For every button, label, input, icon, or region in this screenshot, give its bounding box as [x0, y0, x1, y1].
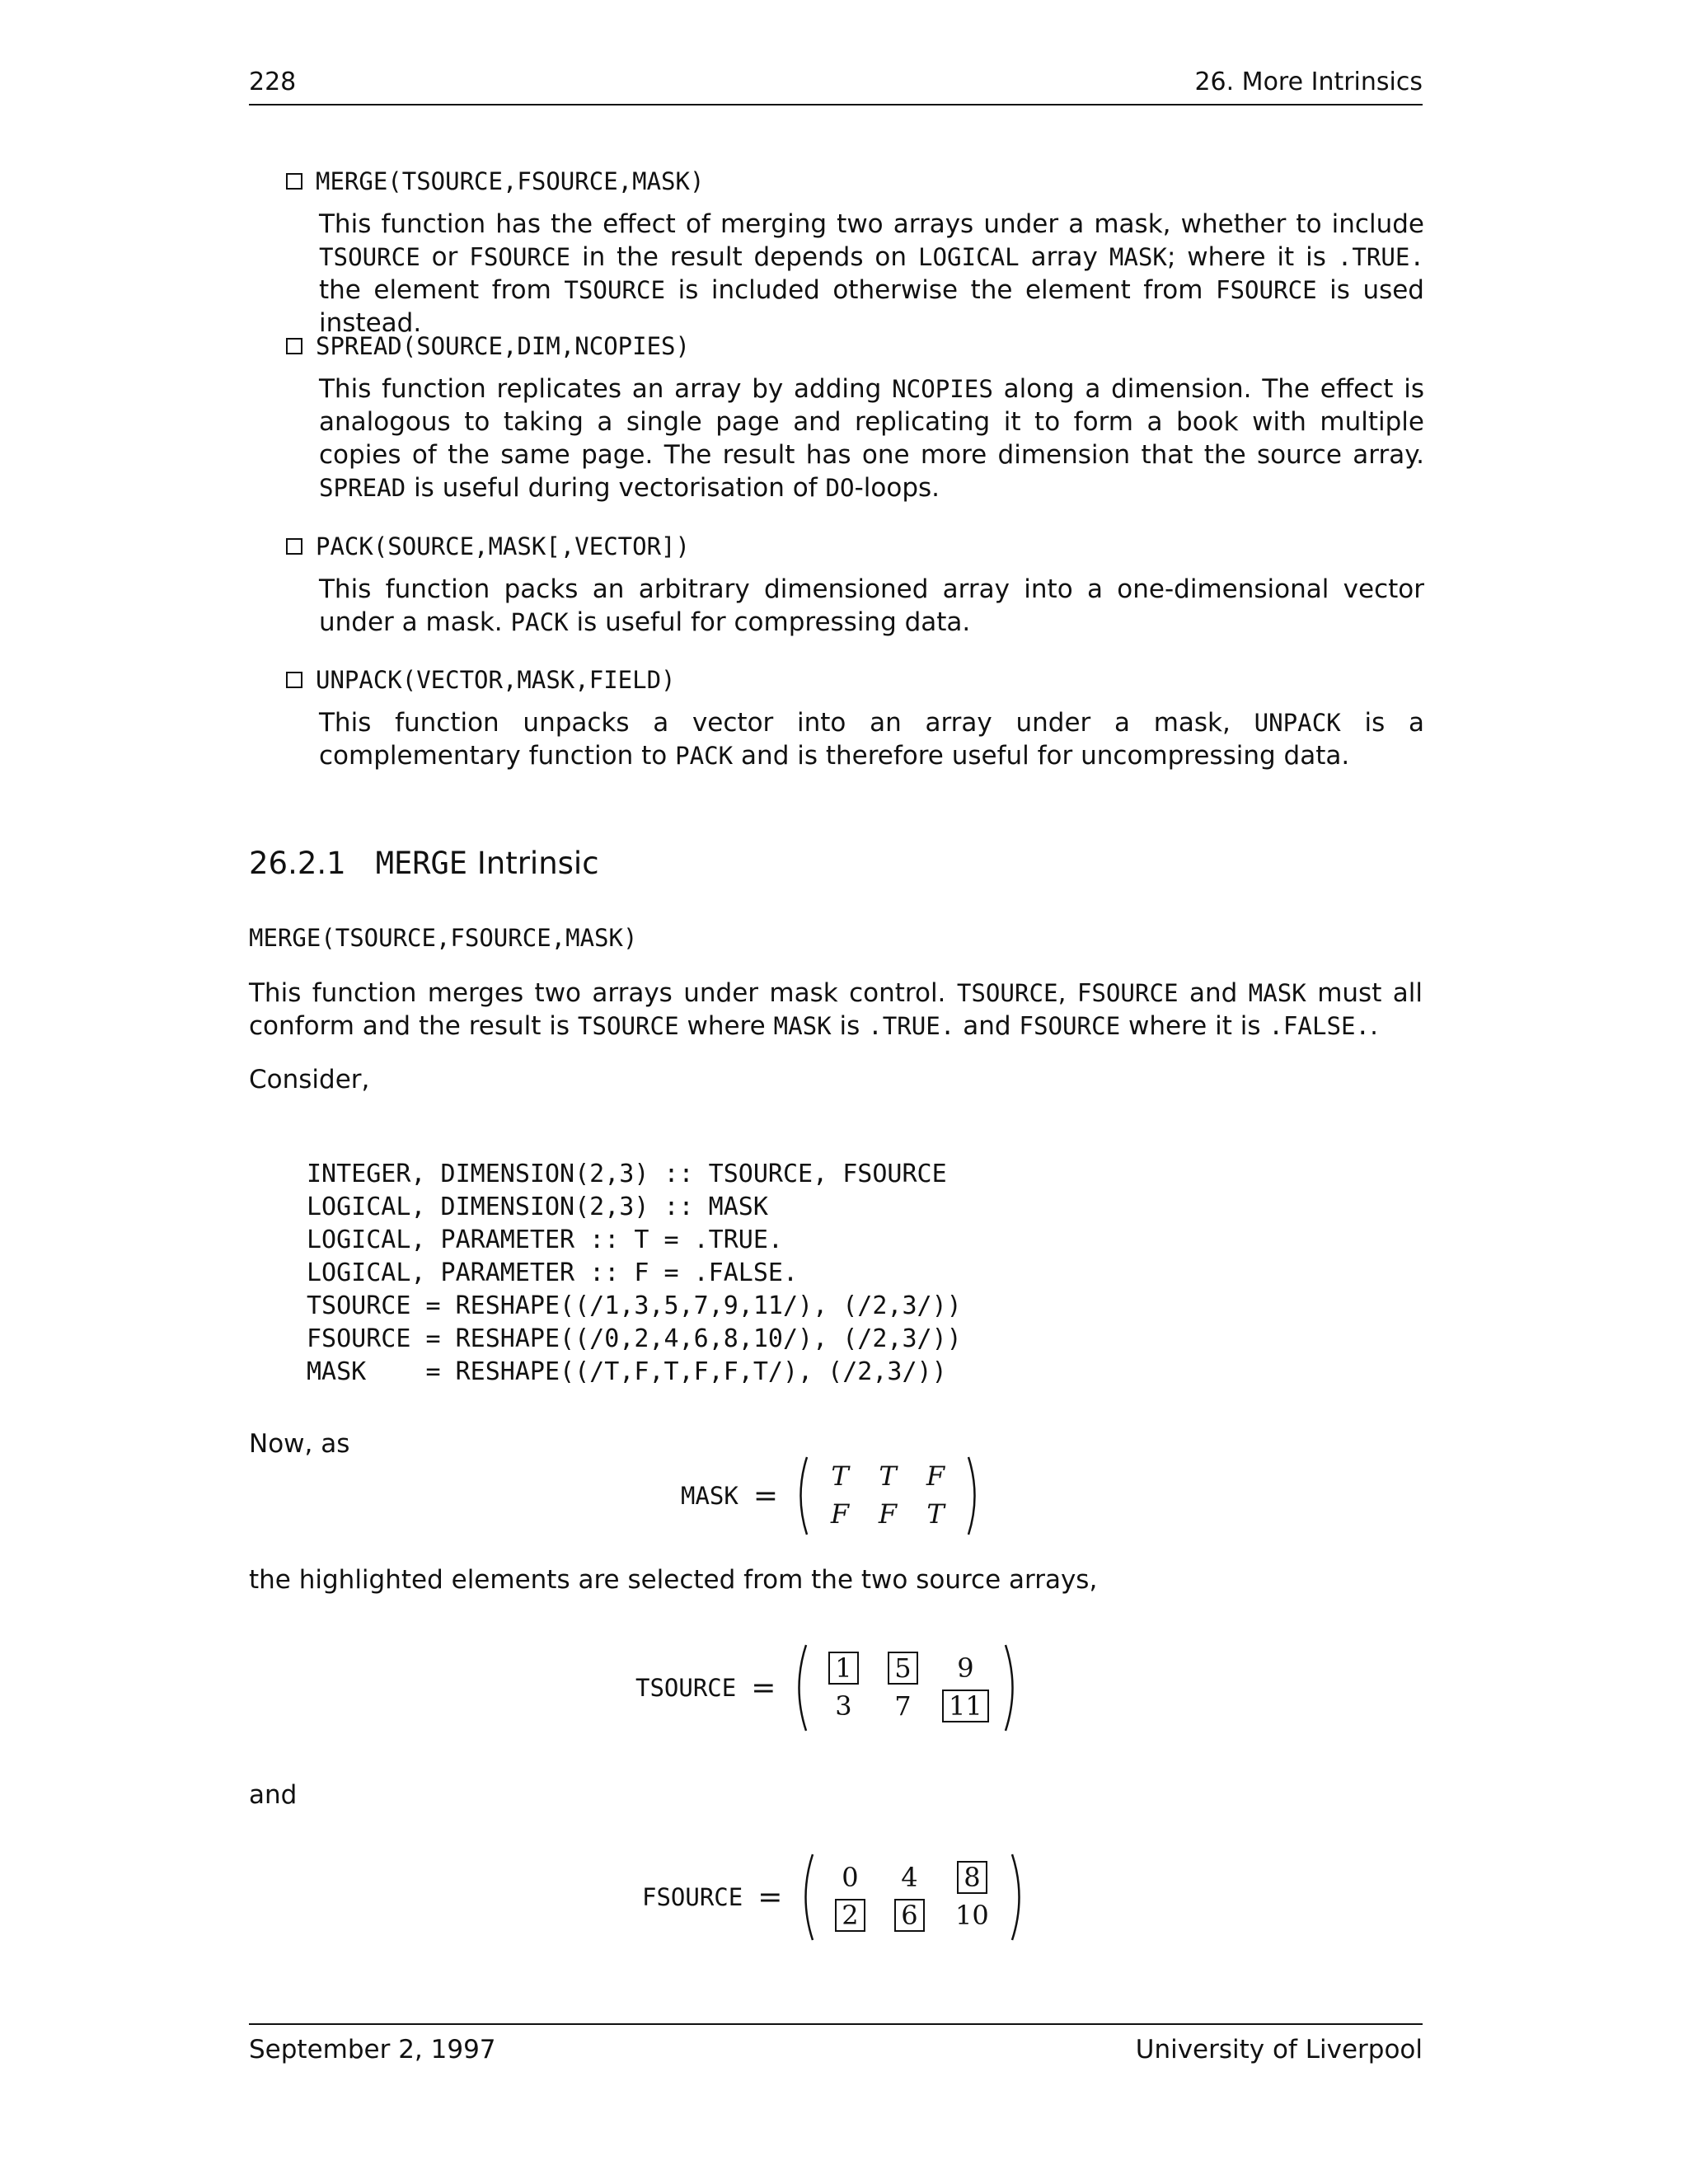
tsource-equation: [635, 1643, 1021, 1733]
item-description: [319, 573, 1424, 639]
matrix-value: 2: [835, 1899, 865, 1932]
matrix-value: 0: [842, 1862, 859, 1893]
page-header: [249, 68, 1423, 105]
inline-code: LOGICAL: [917, 243, 1020, 271]
mask-equation: [681, 1455, 982, 1537]
right-paren-icon: [1010, 1852, 1028, 1943]
page-number: 228: [249, 68, 297, 96]
matrix-cell: [879, 1859, 939, 1897]
section-title-text: Intrinsic: [467, 846, 599, 881]
item-description: [319, 706, 1424, 772]
text-run: is used instead.: [319, 275, 1424, 338]
inline-code: TSOURCE: [319, 243, 420, 271]
inline-code: UNPACK: [1254, 709, 1341, 737]
matrix-cell: [816, 1496, 864, 1534]
equals-sign: =: [757, 1880, 783, 1915]
fsource-equation: [642, 1852, 1028, 1943]
matrix-cell: [912, 1458, 959, 1496]
right-paren-icon: [1003, 1643, 1021, 1733]
matrix-value: 11: [942, 1690, 989, 1722]
left-paren-icon: [793, 1455, 809, 1537]
matrix-value: 5: [888, 1652, 917, 1685]
text-run: is included otherwise the element from: [665, 275, 1216, 305]
inline-code: MASK: [773, 1012, 832, 1040]
equals-sign: =: [753, 1479, 779, 1513]
matrix-cell: [932, 1688, 998, 1726]
code-line: LOGICAL, PARAMETER :: F = .FALSE.: [307, 1258, 799, 1287]
equals-sign: =: [751, 1671, 776, 1705]
matrix-cell: [939, 1859, 1005, 1897]
matrix-value: 8: [957, 1861, 987, 1894]
code-line: LOGICAL, DIMENSION(2,3) :: MASK: [307, 1193, 768, 1221]
item-description: [319, 373, 1424, 504]
code-line: INTEGER, DIMENSION(2,3) :: TSOURCE, FSOURCE: [307, 1160, 947, 1188]
code-line: LOGICAL, PARAMETER :: T = .TRUE.: [307, 1226, 783, 1254]
mask-matrix: [816, 1458, 959, 1534]
matrix-name: MASK: [681, 1482, 738, 1510]
inline-code: PACK: [675, 742, 734, 770]
matrix-value: 4: [901, 1862, 918, 1893]
text-run: This function packs an arbitrary dimensioned array into a one-dimensional vector under a mask.: [319, 574, 1424, 637]
text-run: is a complementary function to: [319, 708, 1424, 771]
inline-code: FSOURCE: [469, 243, 571, 271]
text-run: or: [420, 242, 470, 272]
text-run: .: [1370, 1011, 1378, 1041]
matrix-cell: [864, 1496, 912, 1534]
list-item: [286, 330, 1423, 504]
matrix-cell: [912, 1496, 959, 1534]
item-description: [319, 208, 1424, 340]
matrix-value: 9: [957, 1652, 974, 1684]
inline-code: FSOURCE: [1019, 1012, 1121, 1040]
page-footer: [249, 2023, 1423, 2069]
left-paren-icon: [797, 1852, 815, 1943]
matrix-value: T: [879, 1460, 897, 1492]
matrix-cell: [864, 1458, 912, 1496]
code-line: MASK = RESHAPE((/T,F,T,F,F,T/), (/2,3/)): [307, 1357, 947, 1386]
section-number: 26.2.1: [249, 846, 346, 881]
tsource-matrix: [814, 1650, 998, 1726]
matrix-value: 3: [835, 1690, 852, 1722]
footer-institution: University of Liverpool: [1135, 2035, 1423, 2064]
text-run: This function replicates an array by adding: [319, 374, 893, 404]
code-line: FSOURCE = RESHAPE((/0,2,4,6,8,10/), (/2,3/)): [307, 1324, 962, 1353]
matrix-value: 1: [828, 1652, 858, 1685]
matrix-value: 6: [894, 1899, 924, 1932]
text-run: must all conform and the result is: [249, 978, 1423, 1041]
matrix-value: T: [831, 1460, 849, 1492]
section-keyword: MERGE: [375, 846, 468, 881]
inline-code: SPREAD: [319, 474, 406, 502]
text-run: along a dimension. The effect is analogous to taking a single page and replicating it to form a book with multiple copies of the same page. The result has one more dimension that the source array.: [319, 374, 1424, 470]
bullet-box-icon: [286, 672, 302, 688]
fsource-matrix: [820, 1859, 1005, 1935]
text-run: and is therefore useful for uncompressing data.: [733, 741, 1350, 771]
matrix-cell: [932, 1650, 998, 1688]
matrix-cell: [873, 1688, 932, 1726]
list-item: [286, 530, 1423, 639]
matrix-value: F: [878, 1498, 898, 1530]
text-run: array: [1019, 242, 1109, 272]
left-paren-icon: [790, 1643, 809, 1733]
inline-code: MASK: [1248, 979, 1306, 1007]
matrix-cell: [820, 1897, 879, 1935]
text-run: This function merges two arrays under mask control.: [249, 978, 957, 1008]
text-run: the element from: [319, 275, 565, 305]
text-run: -loops.: [854, 473, 940, 503]
text-run: is useful during vectorisation of: [406, 473, 826, 503]
text-run: where: [678, 1011, 774, 1041]
function-signature: UNPACK(VECTOR,MASK,FIELD): [316, 666, 676, 694]
chapter-title: 26. More Intrinsics: [1194, 68, 1423, 96]
highlight-text: the highlighted elements are selected from the two source arrays,: [249, 1565, 1098, 1595]
code-block: [307, 1158, 962, 1389]
merge-description: [249, 977, 1423, 1043]
inline-code: MASK: [1109, 243, 1167, 271]
bullet-box-icon: [286, 338, 302, 354]
matrix-cell: [816, 1458, 864, 1496]
and-text: and: [249, 1780, 298, 1810]
bullet-box-icon: [286, 173, 302, 190]
list-item: [286, 165, 1423, 340]
matrix-name: TSOURCE: [635, 1674, 737, 1702]
text-run: is useful for compressing data.: [568, 607, 971, 637]
matrix-cell: [814, 1650, 873, 1688]
matrix-value: F: [830, 1498, 850, 1530]
inline-code: .TRUE.: [1337, 243, 1425, 271]
inline-code: .FALSE.: [1268, 1012, 1371, 1040]
inline-code: FSOURCE: [1076, 979, 1179, 1007]
text-run: ,: [1057, 978, 1077, 1008]
matrix-value: F: [926, 1460, 945, 1492]
section-heading: [249, 846, 599, 881]
text-run: in the result depends on: [570, 242, 918, 272]
text-run: and: [1178, 978, 1249, 1008]
inline-code: .TRUE.: [868, 1012, 955, 1040]
matrix-name: FSOURCE: [642, 1883, 743, 1911]
right-paren-icon: [966, 1455, 982, 1537]
function-signature: PACK(SOURCE,MASK[,VECTOR]): [316, 532, 690, 560]
footer-date: September 2, 1997: [249, 2035, 496, 2064]
inline-code: DO: [825, 474, 855, 502]
inline-code: PACK: [510, 608, 569, 636]
text-run: is: [831, 1011, 869, 1041]
matrix-cell: [814, 1688, 873, 1726]
list-item: [286, 663, 1423, 772]
matrix-value: 7: [894, 1690, 912, 1722]
consider-text: Consider,: [249, 1065, 370, 1094]
text-run: This function unpacks a vector into an array under a mask,: [319, 708, 1254, 738]
inline-code: TSOURCE: [564, 276, 666, 304]
matrix-value: T: [926, 1498, 945, 1530]
inline-code: TSOURCE: [956, 979, 1058, 1007]
text-run: This function has the effect of merging two arrays under a mask, whether to include: [319, 209, 1424, 239]
matrix-cell: [939, 1897, 1005, 1935]
inline-code: FSOURCE: [1215, 276, 1317, 304]
matrix-cell: [879, 1897, 939, 1935]
function-signature: SPREAD(SOURCE,DIM,NCOPIES): [316, 332, 690, 360]
function-signature: MERGE(TSOURCE,FSOURCE,MASK): [316, 167, 705, 195]
bullet-box-icon: [286, 538, 302, 555]
matrix-cell: [820, 1859, 879, 1897]
text-run: where it is: [1120, 1011, 1269, 1041]
merge-signature: MERGE(TSOURCE,FSOURCE,MASK): [249, 924, 638, 952]
matrix-cell: [873, 1650, 932, 1688]
inline-code: NCOPIES: [892, 375, 993, 403]
text-run: and: [954, 1011, 1020, 1041]
now-as-text: Now, as: [249, 1429, 350, 1459]
matrix-value: 10: [955, 1900, 989, 1931]
inline-code: TSOURCE: [577, 1012, 679, 1040]
code-line: TSOURCE = RESHAPE((/1,3,5,7,9,11/), (/2,3/)): [307, 1291, 962, 1320]
text-run: ; where it is: [1166, 242, 1338, 272]
